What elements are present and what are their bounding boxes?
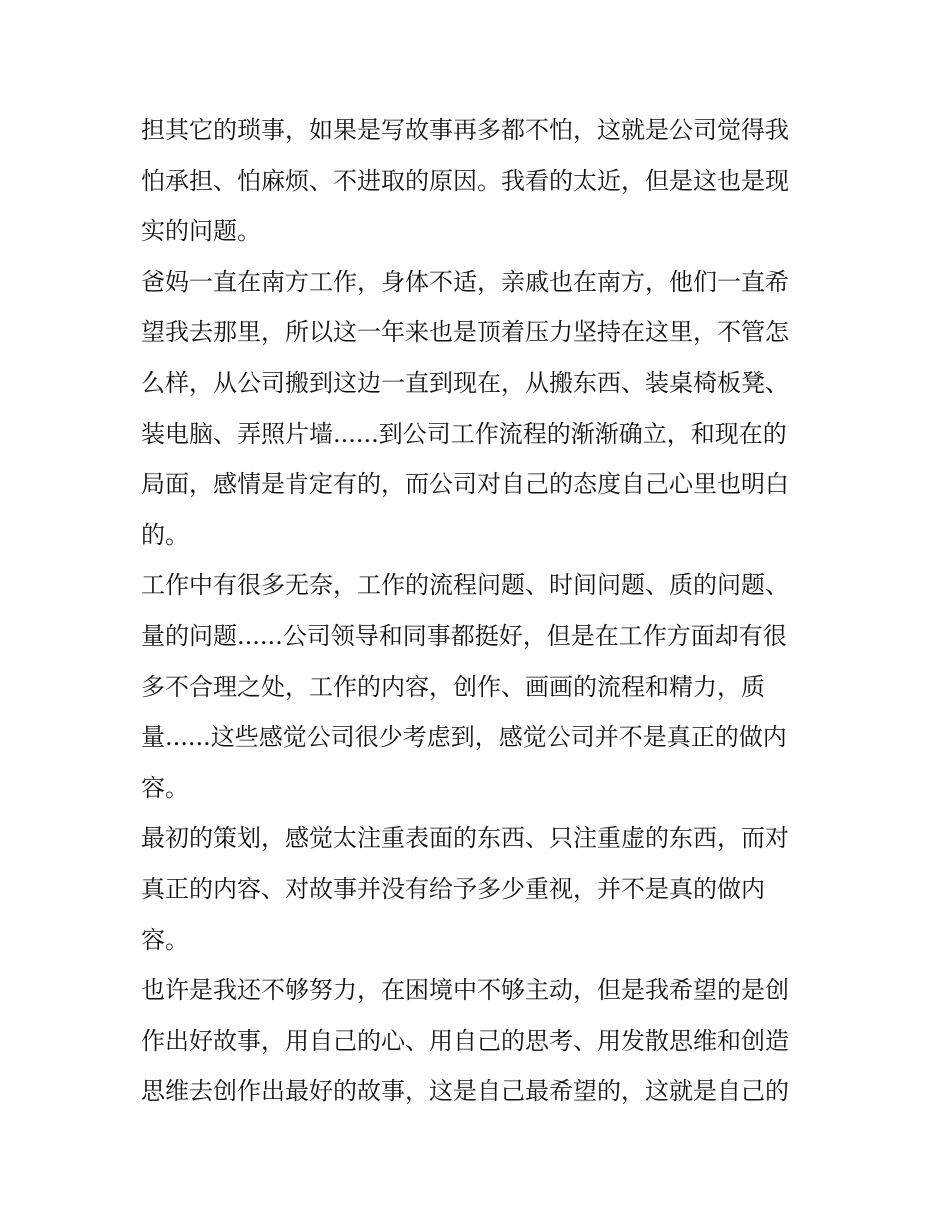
paragraph-2: 爸妈一直在南方工作，身体不适，亲戚也在南方，他们一直希 望我去那里，所以这一年来也是顶着压力坚持在这里，不管怎 么样，从公司搬到这边一直到现在，从搬东西、装桌椅板凳、 装电脑、弄照片墙......到公司工作流程的渐渐确立，和现在的 局面，感情是肯定有的，而公司对自己的态度自己心里也明白 的。 (141, 267, 789, 549)
paragraph-4: 最初的策划，感觉太注重表面的东西、只注重虚的东西，而对 真正的内容、对故事并没有给予多少重视，并不是真的做内 容。 (141, 824, 789, 954)
paragraph-3: 工作中有很多无奈，工作的流程问题、时间问题、质的问题、 量的问题......公司领导和同事都挺好，但是在工作方面却有很 多不合理之处，工作的内容，创作、画画的流程和精力，质 量......这些感觉公司很少考虑到，感觉公司并不是真正的做内 容。 (141, 571, 789, 802)
paragraph-1: 担其它的琐事，如果是写故事再多都不怕，这就是公司觉得我 怕承担、怕麻烦、不进取的原因。我看的太近，但是这也是现 实的问题。 (141, 116, 789, 246)
paragraph-5: 也许是我还不够努力，在困境中不够主动，但是我希望的是创 作出好故事，用自己的心、用自己的思考、用发散思维和创造 思维去创作出最好的故事，这是自己最希望的，这就是自己的 (141, 976, 789, 1106)
document-body (141, 105, 815, 1117)
